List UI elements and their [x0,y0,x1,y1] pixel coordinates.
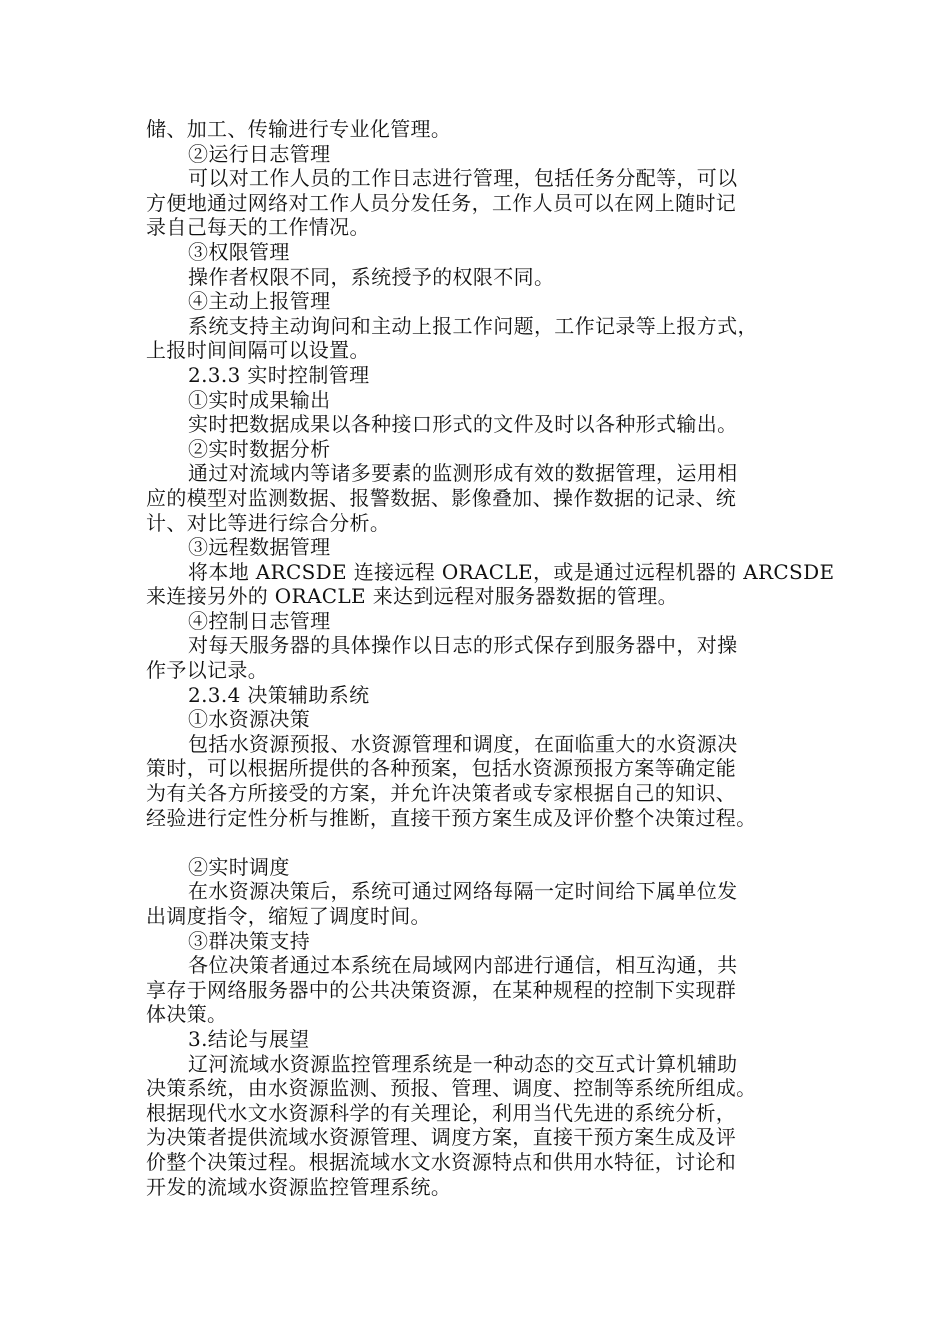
text-line: 对每天服务器的具体操作以日志的形式保存到服务器中，对操 [188,633,738,658]
text-line: 来连接另外的 ORACLE 来达到远程对服务器数据的管理。 [146,584,678,609]
text-line: 上报时间间隔可以设置。 [146,338,370,363]
subsection-heading: ①实时成果输出 [188,387,331,412]
subsection-heading: ①水资源决策 [188,707,311,732]
subsection-heading: ④控制日志管理 [188,608,331,633]
text-line: 应的模型对监测数据、报警数据、影像叠加、操作数据的记录、统 [146,485,737,510]
text-line: 储、加工、传输进行专业化管理。 [146,117,452,141]
subsection-heading: ②运行日志管理 [188,141,331,166]
text-line: 开发的流域水资源监控管理系统。 [146,1174,452,1199]
text-line: 可以对工作人员的工作日志进行管理，包括任务分配等，可以 [188,166,738,191]
text-line: 在水资源决策后，系统可通过网络每隔一定时间给下属单位发 [188,879,738,904]
text-line: 作予以记录。 [146,658,269,683]
subsection-heading: ③群决策支持 [188,928,311,953]
section-heading: 2.3.3 实时控制管理 [188,362,370,387]
text-line: 方便地通过网络对工作人员分发任务，工作人员可以在网上随时记 [146,190,737,215]
text-line: 操作者权限不同，系统授予的权限不同。 [188,264,555,289]
text-line: 为有关各方所接受的方案，并允许决策者或专家根据自己的知识、 [146,781,737,806]
text-line: 将本地 ARCSDE 连接远程 ORACLE，或是通过远程机器的 ARCSDE [188,559,835,584]
text-line: 各位决策者通过本系统在局域网内部进行通信，相互沟通，共 [188,953,738,978]
text-line: 通过对流域内等诸多要素的监测形成有效的数据管理，运用相 [188,461,738,486]
text-line: 计、对比等进行综合分析。 [146,510,391,535]
text-line: 录自己每天的工作情况。 [146,215,370,240]
text-line: 辽河流域水资源监控管理系统是一种动态的交互式计算机辅助 [188,1051,738,1076]
section-heading: 3.结论与展望 [188,1026,310,1051]
subsection-heading: ③权限管理 [188,239,290,264]
subsection-heading: ②实时数据分析 [188,436,331,461]
text-line: 享存于网络服务器中的公共决策资源，在某种规程的控制下实现群 [146,977,737,1002]
document-body [146,117,835,1199]
text-line: 经验进行定性分析与推断，直接干预方案生成及评价整个决策过程。 [146,805,757,830]
paragraph-gap [146,830,806,855]
subsection-heading: ④主动上报管理 [188,289,331,314]
subsection-heading: ②实时调度 [188,854,290,879]
text-line: 体决策。 [146,1002,228,1027]
text-line: 根据现代水文水资源科学的有关理论，利用当代先进的系统分析， [146,1100,737,1125]
text-line: 出调度指令，缩短了调度时间。 [146,904,431,928]
subsection-heading: ③远程数据管理 [188,535,331,560]
text-line: 为决策者提供流域水资源管理、调度方案，直接干预方案生成及评 [146,1125,737,1150]
text-line: 实时把数据成果以各种接口形式的文件及时以各种形式输出。 [188,412,738,437]
text-line: 价整个决策过程。根据流域水文水资源特点和供用水特征，讨论和 [146,1149,737,1174]
text-line: 决策系统，由水资源监测、预报、管理、调度、控制等系统所组成。 [146,1076,757,1101]
section-heading: 2.3.4 决策辅助系统 [188,682,370,707]
text-line: 策时，可以根据所提供的各种预案，包括水资源预报方案等确定能 [146,756,737,781]
text-line: 包括水资源预报、水资源管理和调度，在面临重大的水资源决 [188,731,738,756]
text-line: 系统支持主动询问和主动上报工作问题，工作记录等上报方式， [188,313,758,338]
